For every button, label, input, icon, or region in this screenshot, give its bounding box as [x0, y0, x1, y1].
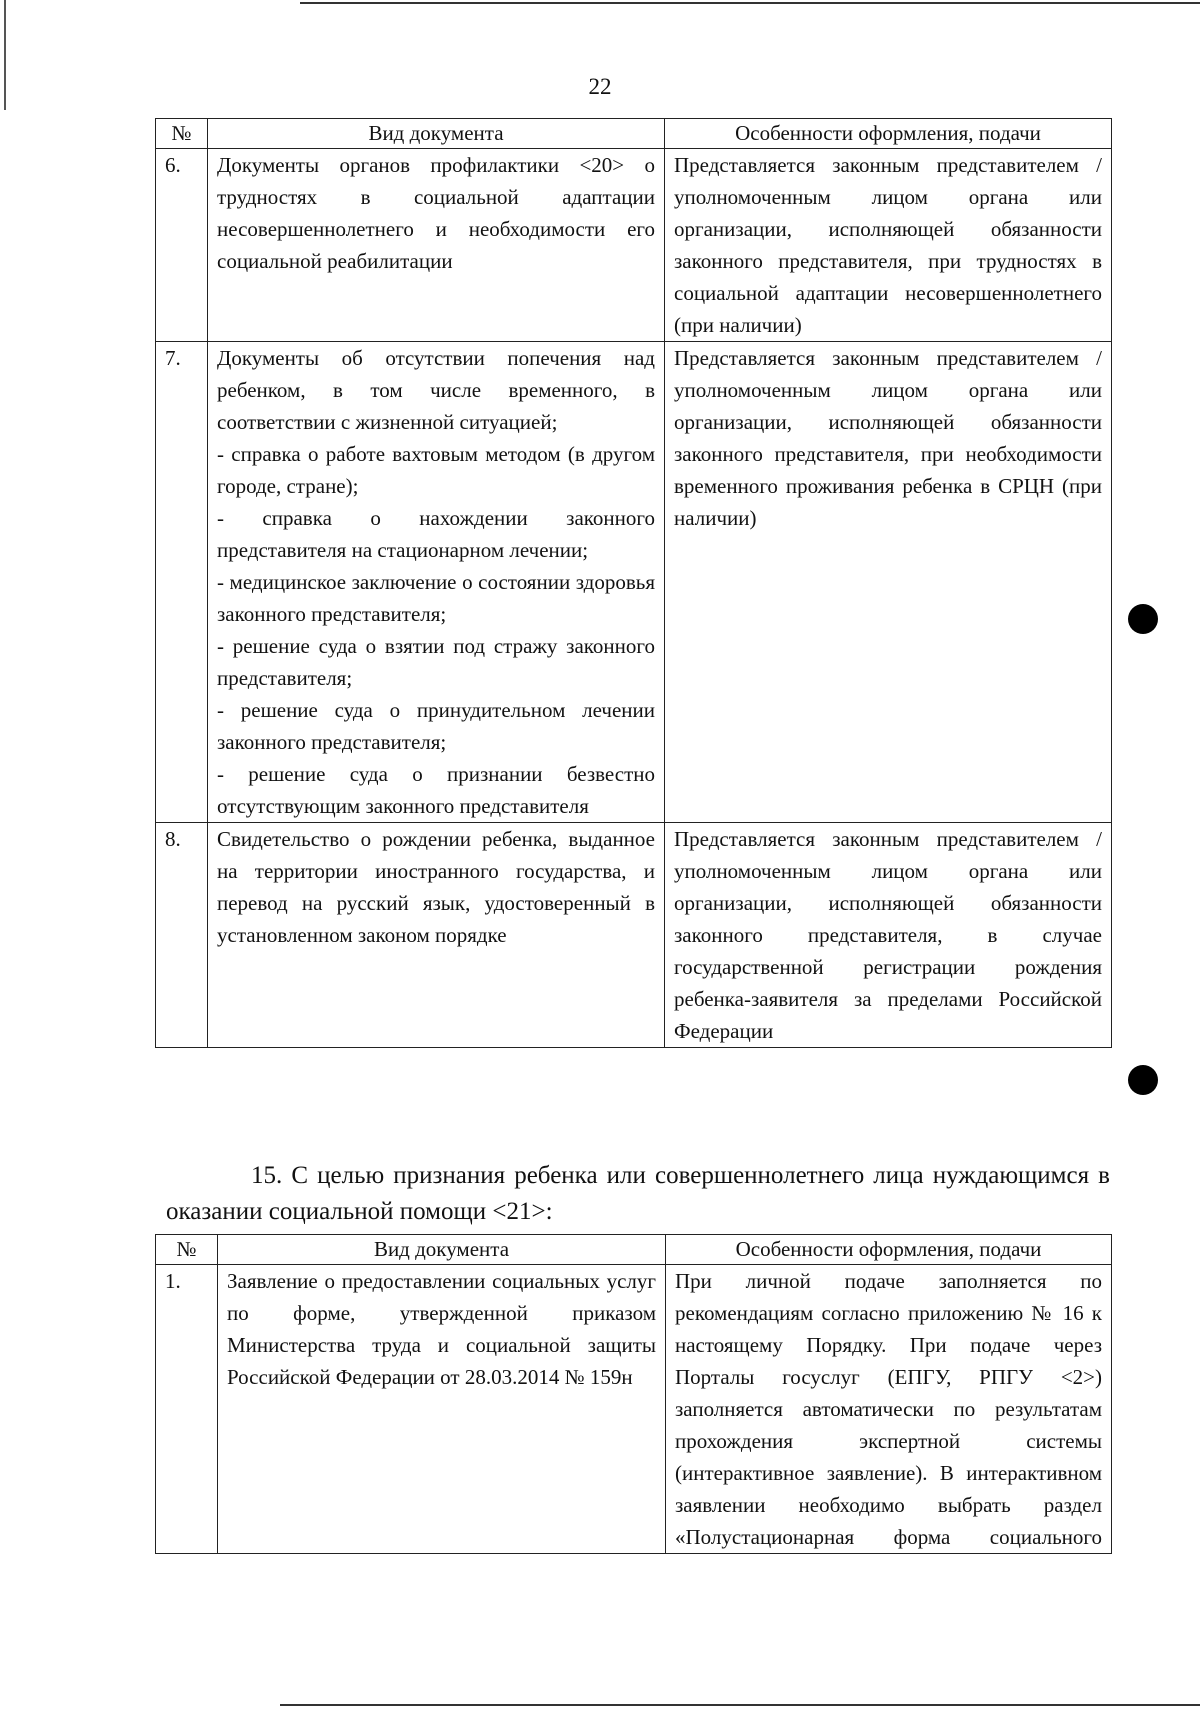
bottom-edge-line — [280, 1704, 1200, 1706]
document-line: - решение суда о взятии под стражу законного представителя; — [217, 634, 655, 690]
header-number: № — [156, 119, 208, 149]
punch-hole-mark — [1128, 604, 1158, 634]
documents-table-2 — [155, 1234, 1112, 1554]
documents-table-1 — [155, 118, 1112, 1048]
document-cell: Свидетельство о рождении ребенка, выданное на территории иностранного государства, и перевод на русский язык, удостоверенный в установленном законом порядке — [208, 823, 665, 1048]
document-line: - справка о нахождении законного представителя на стационарном лечении; — [217, 506, 655, 562]
table-row — [156, 149, 1112, 342]
document-line: - решение суда о принудительном лечении законного представителя; — [217, 698, 655, 754]
section-paragraph — [166, 1158, 1110, 1230]
header-document-type: Вид документа — [208, 119, 665, 149]
document-line: - справка о работе вахтовым методом (в другом городе, стране); — [217, 442, 655, 498]
document-line: - медицинское заключение о состоянии здоровья законного представителя; — [217, 570, 655, 626]
top-edge-line — [300, 2, 1200, 4]
features-cell: Представляется законным представителем / уполномоченным лицом органа или организации, исполняющей обязанности законного представителя, при трудностях в социальной адаптации несовершеннолетнего (при наличии) — [665, 149, 1112, 342]
header-features: Особенности оформления, подачи — [666, 1235, 1112, 1265]
punch-hole-mark — [1128, 1065, 1158, 1095]
features-cell: При личной подаче заполняется по рекомендациям согласно приложению № 16 к настоящему Порядку. При подаче через Порталы госуслуг (ЕПГУ, РПГУ <2>) заполняется автоматически по результатам прохождения экспертной системы (интерактивное заявление). В интерактивном заявлении необходимо выбрать раздел «Полустационарная форма социального — [666, 1265, 1112, 1554]
row-number: 7. — [156, 342, 208, 823]
document-cell: Заявление о предоставлении социальных услуг по форме, утвержденной приказом Министерства труда и социальной защиты Российской Федерации от 28.03.2014 № 159н — [218, 1265, 666, 1554]
table-row — [156, 1265, 1112, 1554]
header-number: № — [156, 1235, 218, 1265]
table-row — [156, 342, 1112, 823]
page-number: 22 — [588, 74, 612, 99]
paragraph-text: 15. С целью признания ребенка или совершеннолетнего лица нуждающимся в оказании социальной помощи <21>: — [166, 1162, 1110, 1225]
table-header-row — [156, 119, 1112, 149]
table-header-row — [156, 1235, 1112, 1265]
document-line: Документы об отсутствии попечения над ребенком, в том числе временного, в соответствии с жизненной ситуацией; — [217, 346, 655, 434]
header-features: Особенности оформления, подачи — [665, 119, 1112, 149]
row-number: 6. — [156, 149, 208, 342]
row-number: 1. — [156, 1265, 218, 1554]
document-line: - решение суда о признании безвестно отсутствующим законного представителя — [217, 762, 655, 818]
row-number: 8. — [156, 823, 208, 1048]
header-document-type: Вид документа — [218, 1235, 666, 1265]
features-cell: Представляется законным представителем / уполномоченным лицом органа или организации, исполняющей обязанности законного представителя, при необходимости временного проживания ребенка в СРЦН (при наличии) — [665, 342, 1112, 823]
table-row — [156, 823, 1112, 1048]
document-cell: Документы органов профилактики <20> о трудностях в социальной адаптации несовершеннолетнего и необходимости его социальной реабилитации — [208, 149, 665, 342]
features-cell: Представляется законным представителем / уполномоченным лицом органа или организации, исполняющей обязанности законного представителя, в случае государственной регистрации рождения ребенка-заявителя за пределами Российской Федерации — [665, 823, 1112, 1048]
document-cell — [208, 342, 665, 823]
